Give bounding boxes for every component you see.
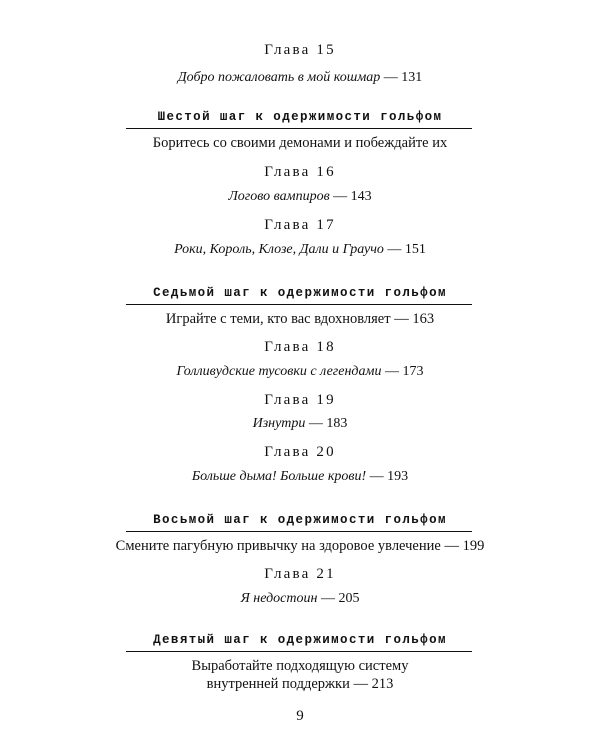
page-ref: 199 <box>462 538 485 554</box>
chapter-label: Глава <box>264 164 311 180</box>
page-ref: 183 <box>326 416 348 431</box>
step-subtitle: Смените пагубную привычку на здоровое увлечение <box>115 538 441 554</box>
chapter-title: Добро пожаловать в мой кошмар <box>177 70 381 85</box>
chapter-20-entry[interactable] <box>0 470 600 484</box>
page-ref: 151 <box>404 242 426 257</box>
chapter-17-entry[interactable] <box>0 243 600 257</box>
step-heading: Восьмой шаг к одержимости гольфом <box>153 513 447 527</box>
dash: — <box>353 676 368 692</box>
chapter-18-entry[interactable] <box>0 365 600 379</box>
page-ref: 131 <box>401 70 423 85</box>
chapter-15-entry[interactable] <box>0 71 600 85</box>
dash: — <box>387 242 402 257</box>
page-ref: 143 <box>350 189 372 204</box>
chapter-19-heading <box>0 393 600 408</box>
section-divider <box>126 304 472 305</box>
step-heading: Шестой шаг к одержимости гольфом <box>157 110 443 124</box>
chapter-title: Логово вампиров <box>228 189 330 204</box>
step-subtitle: Боритесь со своими демонами и побеждайте их <box>152 135 448 151</box>
step-7-heading <box>0 287 600 300</box>
chapter-title: Я недостоин <box>240 591 318 606</box>
dash: — <box>394 311 409 327</box>
chapter-18-heading <box>0 340 600 355</box>
page-ref: 205 <box>338 591 360 606</box>
chapter-number: 15 <box>316 42 336 58</box>
step-subtitle-line-2: внутренней поддержки <box>206 676 350 692</box>
page-ref: 163 <box>412 311 435 327</box>
step-6-heading <box>0 111 600 124</box>
chapter-label: Глава <box>264 42 311 58</box>
chapter-title: Голливудские тусовки с легендами <box>176 364 382 379</box>
page-number: 9 <box>296 708 304 724</box>
step-subtitle-line-1: Выработайте подходящую систему <box>191 658 409 674</box>
chapter-label: Глава <box>264 392 311 408</box>
chapter-title: Изнутри <box>252 416 306 431</box>
chapter-16-heading <box>0 165 600 180</box>
section-divider <box>126 531 472 532</box>
chapter-label: Глава <box>264 444 311 460</box>
step-8-entry[interactable] <box>0 539 600 554</box>
dash: — <box>308 416 323 431</box>
dash: — <box>333 189 348 204</box>
chapter-16-entry[interactable] <box>0 190 600 204</box>
step-8-heading <box>0 514 600 527</box>
dash: — <box>384 364 399 379</box>
chapter-17-heading <box>0 218 600 233</box>
step-6-entry[interactable] <box>0 136 600 151</box>
page-ref: 213 <box>371 676 394 692</box>
chapter-20-heading <box>0 445 600 460</box>
chapter-label: Глава <box>264 217 311 233</box>
step-9-entry-line-2[interactable] <box>0 677 600 692</box>
section-divider <box>126 128 472 129</box>
chapter-21-entry[interactable] <box>0 592 600 606</box>
chapter-19-entry[interactable] <box>0 417 600 431</box>
step-subtitle: Играйте с теми, кто вас вдохновляет <box>165 311 391 327</box>
chapter-number: 21 <box>316 566 336 582</box>
step-heading: Девятый шаг к одержимости гольфом <box>153 633 447 647</box>
chapter-label: Глава <box>264 339 311 355</box>
step-heading: Седьмой шаг к одержимости гольфом <box>153 286 447 300</box>
page-ref: 193 <box>387 469 409 484</box>
chapter-title: Роки, Король, Клозе, Дали и Граучо <box>174 242 384 257</box>
dash: — <box>444 538 459 554</box>
section-divider <box>126 651 472 652</box>
chapter-number: 18 <box>316 339 336 355</box>
dash: — <box>383 70 398 85</box>
chapter-label: Глава <box>264 566 311 582</box>
step-9-entry-line-1[interactable] <box>0 659 600 674</box>
chapter-number: 19 <box>316 392 336 408</box>
dash: — <box>320 591 335 606</box>
chapter-15-heading <box>0 43 600 58</box>
dash: — <box>369 469 384 484</box>
step-9-heading <box>0 634 600 647</box>
chapter-number: 17 <box>316 217 336 233</box>
chapter-number: 20 <box>316 444 336 460</box>
chapter-21-heading <box>0 567 600 582</box>
page-ref: 173 <box>402 364 424 379</box>
step-7-entry[interactable] <box>0 312 600 327</box>
chapter-title: Больше дыма! Больше крови! <box>191 469 367 484</box>
chapter-number: 16 <box>316 164 336 180</box>
